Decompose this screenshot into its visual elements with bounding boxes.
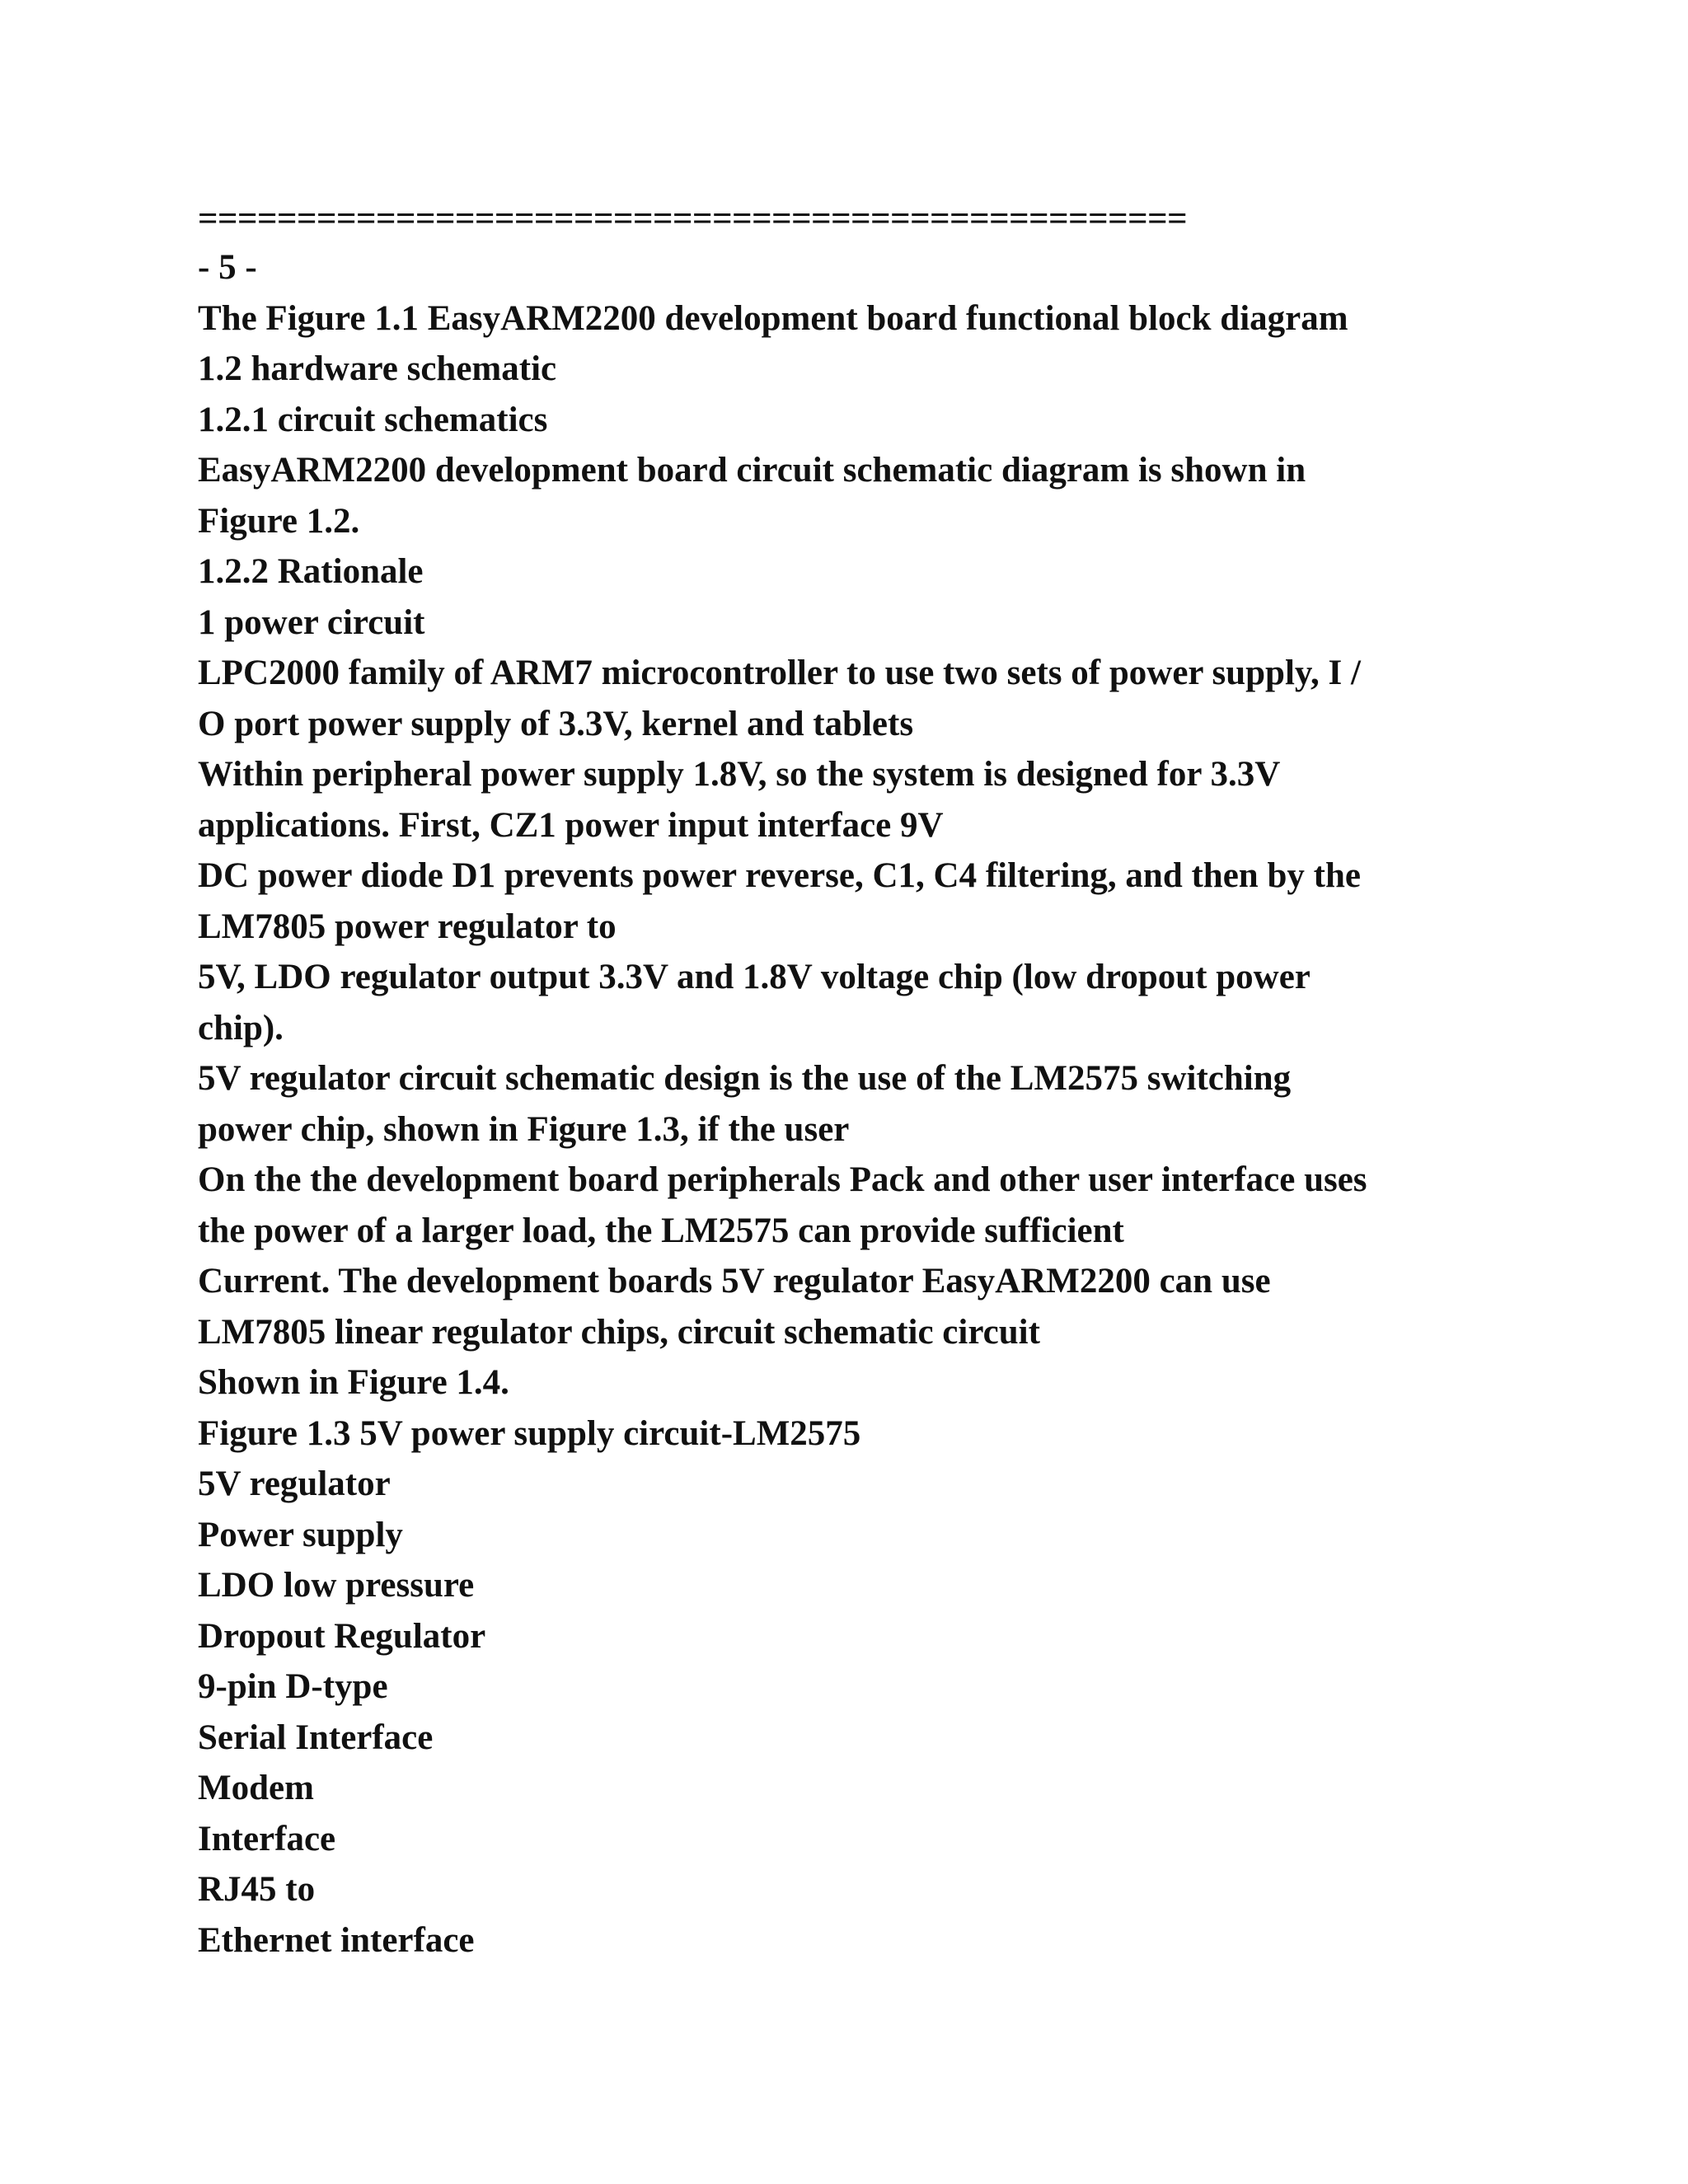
text-line: 5V, LDO regulator output 3.3V and 1.8V voltage chip (low dropout power [198,958,1311,996]
text-line: LPC2000 family of ARM7 microcontroller to use two sets of power supply, I / [198,654,1361,692]
figure-label: Modem [198,1769,314,1807]
page-number: - 5 - [198,248,257,287]
text-line: O port power supply of 3.3V, kernel and tablets [198,704,914,743]
text-line: On the the development board peripherals Pack and other user interface uses [198,1160,1367,1199]
figure-label: 9-pin D-type [198,1667,388,1706]
text-line: DC power diode D1 prevents power reverse, C1, C4 filtering, and then by the [198,856,1361,895]
figure-label: 5V regulator [198,1465,391,1503]
text-line: power chip, shown in Figure 1.3, if the user [198,1109,850,1149]
figure-label: Ethernet interface [198,1920,475,1960]
text-line: LM7805 linear regulator chips, circuit schematic circuit [198,1312,1040,1352]
figure-caption-1-1: The Figure 1.1 EasyARM2200 development board functional block diagram [198,298,1348,338]
section-heading-1-2: 1.2 hardware schematic [198,349,557,388]
separator-rule: ================================================== [198,199,1188,238]
section-heading-1-2-1: 1.2.1 circuit schematics [198,400,548,439]
text-line: 5V regulator circuit schematic design is the use of the LM2575 switching [198,1059,1292,1098]
document-page [198,196,1517,1966]
figure-label: Serial Interface [198,1718,434,1757]
text-line: LM7805 power regulator to [198,907,617,946]
subsection-heading-power-circuit: 1 power circuit [198,602,425,642]
figure-label: Interface [198,1819,336,1858]
figure-label: Dropout Regulator [198,1616,486,1656]
figure-label: RJ45 to [198,1870,316,1909]
text-line: Figure 1.2. [198,501,360,541]
text-line: chip). [198,1008,284,1047]
text-line: the power of a larger load, the LM2575 can provide sufficient [198,1211,1124,1250]
text-line: EasyARM2200 development board circuit schematic diagram is shown in [198,451,1306,490]
text-line: applications. First, CZ1 power input interface 9V [198,805,944,845]
figure-caption-1-3: Figure 1.3 5V power supply circuit-LM2575 [198,1413,861,1453]
figure-label: Power supply [198,1515,403,1554]
text-line: Within peripheral power supply 1.8V, so the system is designed for 3.3V [198,755,1281,794]
figure-label: LDO low pressure [198,1566,475,1605]
text-line: Shown in Figure 1.4. [198,1363,509,1402]
section-heading-1-2-2: 1.2.2 Rationale [198,552,424,591]
text-line: Current. The development boards 5V regulator EasyARM2200 can use [198,1262,1271,1301]
